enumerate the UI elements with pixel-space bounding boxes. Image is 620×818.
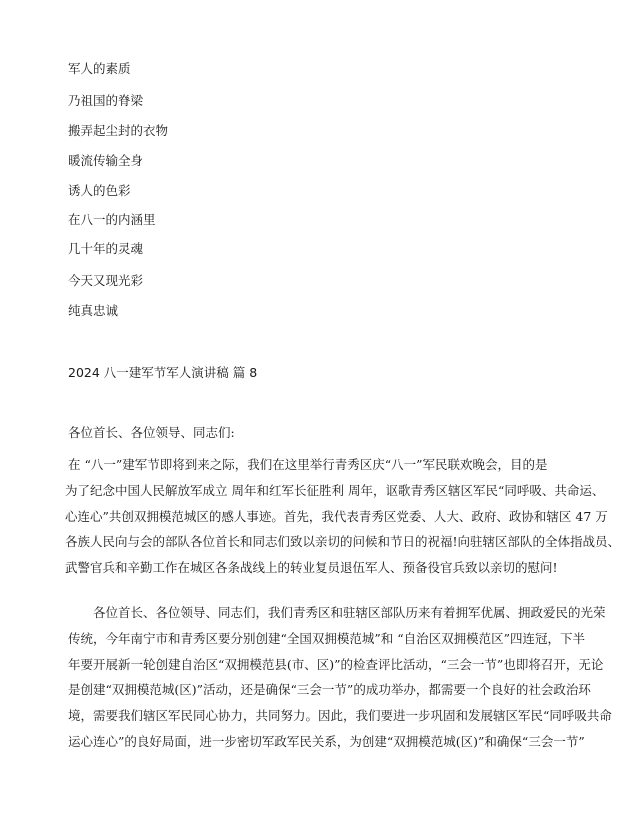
paragraph-2 [68,600,612,755]
paragraph-line: 传统，今年南宁市和青秀区要分别创建“全国双拥模范城”和 “自治区双拥模范区”四连冠，下半 [68,630,586,646]
paragraph-line: 在 “八一”建军节即将到来之际，我们在这里举行青秀区庆“八一”军民联欢晚会，目的是 [68,457,548,472]
poem-line: 诱人的色彩 [68,183,131,198]
poem-line: 暖流传输全身 [68,153,144,168]
poem-line: 在八一的内涵里 [68,212,156,227]
paragraph-1 [65,452,620,581]
salutation: 各位首长、各位领导、同志们: [68,425,235,440]
poem-line: 今天又现光彩 [68,273,144,288]
paragraph-line: 为了纪念中国人民解放军成立 周年和红军长征胜利 周年，讴歌青秀区辖区军民“同呼吸、共命运、 [65,482,605,498]
poem-line: 搬弄起尘封的衣物 [68,123,169,138]
paragraph-line: 心连心”共创双拥模范城区的感人事迹。首先，我代表青秀区党委、人大、政府、政协和辖区 47 万 [65,508,608,524]
paragraph-line: 各位首长、各位领导、同志们，我们青秀区和驻辖区部队历来有着拥军优属、拥政爱民的光荣 [93,605,606,620]
paragraph-line: 年要开展新一轮创建自治区“双拥模范县(市、区)”的检查评比活动，“三会一节”也即将召开，无论 [68,656,604,672]
poem-line: 乃祖国的脊梁 [68,93,144,108]
paragraph-line: 各族人民向与会的部队各位首长和同志们致以亲切的问候和节日的祝福!向驻辖区部队的全体指战员、 [65,534,620,550]
paragraph-line: 境，需要我们辖区军民同心协力，共同努力。因此，我们要进一步巩固和发展辖区军民“同呼吸共命 [68,708,612,724]
section-heading: 2024 八一建军节军人演讲稿 篇 8 [68,365,258,380]
paragraph-line: 武警官兵和辛勤工作在城区各条战线上的转业复员退伍军人、预备役官兵致以亲切的慰问! [65,560,558,576]
poem-line: 纯真忠诚 [68,303,119,318]
poem-line: 几十年的灵魂 [68,241,144,256]
paragraph-line: 运心连心”的良好局面，进一步密切军政军民关系，为创建“双拥模范城(区)”和确保“三会一节” [68,733,585,749]
poem-line: 军人的素质 [68,61,131,76]
paragraph-line: 是创建“双拥模范城(区)”活动，还是确保“三会一节”的成功举办，都需要一个良好的社会政治环 [68,682,591,698]
